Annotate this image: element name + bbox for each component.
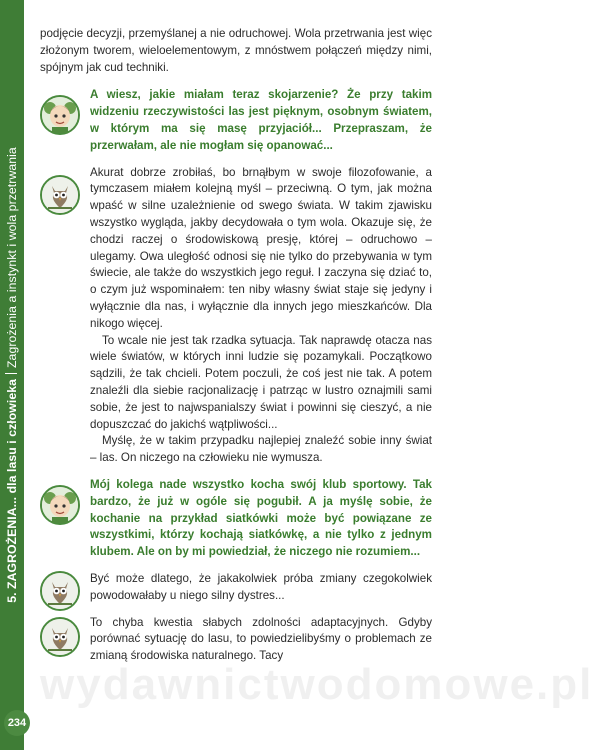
chapter-subtitle: Zagrożenia a instynkt i wola przetrwania	[5, 147, 19, 368]
page-number: 234	[4, 710, 30, 736]
dialogue-text: To wcale nie jest tak rzadka sytuacja. Tak naprawdę otacza nas wiele światów, w których inni ludzie się pozamykali. Początkowo sądzili, że tak chcieli. Potem poczuli, że coś jest nie tak. A potem znaleźli dla siebie racjonalizację i patrząc w lustro oznajmili sami sobie, że jest to najwspanialszy świat i powinni się cieszyć, a nie dopuszczać do jakichś wątpliwości...	[90, 333, 432, 431]
dialogue-girl-1	[40, 87, 432, 154]
dialogue-text: To chyba kwestia słabych zdolności adaptacyjnych. Gdyby porównać sytuację do lasu, to powiedzielibyśmy o problemach ze zmianą środowiska naturalnego. Tacy	[90, 615, 432, 663]
girl-face-icon	[40, 95, 80, 135]
page-content	[40, 26, 432, 665]
girl-face-icon	[40, 485, 80, 525]
dialogue-text: Akurat dobrze zrobiłaś, bo brnąłbym w swoje filozofowanie, a tymczasem miałem kolejną myśl – przeciwną. O tym, jak można wpaść w silne uzależnienie od swego świata. W takim zjawisku wszystko wygląda, jakby decydowała o tym wola. Okazuje się, że chodzi raczej o środowiskową presję, której – odruchowo – ulegamy. Owa uległość odnosi się nie tylko do przebywania w tym świecie, ale także do wszystkich jego reguł. I zaczyna się dziać to, o czym już wspominałem: ten niby własny świat staje się jedyny i wyłącznie dla nas, i wyłącznie dla innych jego mieszkańców. Dla nikogo więcej.	[90, 165, 432, 330]
dialogue-text: A wiesz, jakie miałam teraz skojarzenie? Że przy takim widzeniu rzeczywistości las jest pięknym, osobnym światem, w którym ma się masę przyjaciół... Przepraszam, że przerwałam, ale nie mogłam się opanować...	[90, 88, 432, 152]
dialogue-text: Mój kolega nade wszystko kocha swój klub sportowy. Tak bardzo, że już w ogóle się pogubił. A ja myślę sobie, że kochanie na przykład siatkówki może być powiązane ze wszystkimi, którzy kochają siatkówkę, a nie tylko z jednym klubem. Ale on by mi powiedział, że niczego nie rozumiem...	[90, 477, 432, 559]
dialogue-text: Myślę, że w takim przypadku najlepiej znaleźć sobie inny świat – las. On niczego na człowieku nie wymusza.	[90, 434, 432, 465]
watermark: wydawnictwodomowe.pl	[40, 660, 593, 709]
owl-icon	[40, 617, 80, 657]
dialogue-text: Być może dlatego, że jakakolwiek próba zmiany czegokolwiek powodowałaby u niego silny dystres...	[90, 571, 432, 602]
dialogue-owl-3	[40, 615, 432, 665]
paragraph-text: podjęcie decyzji, przemyślanej a nie odruchowej. Wola przetrwania jest więc złożonym tworem, wieloelementowym, z mnóstwem połączeń między nimi, spójnym jak cud techniki.	[40, 27, 432, 74]
dialogue-girl-2	[40, 477, 432, 561]
chapter-sidebar-text	[1, 30, 23, 720]
paragraph-intro	[40, 26, 432, 76]
owl-icon	[40, 175, 80, 215]
sidebar-separator	[5, 373, 17, 374]
dialogue-owl-2	[40, 571, 432, 605]
dialogue-owl-1	[40, 165, 432, 467]
owl-icon	[40, 571, 80, 611]
chapter-title: 5. ZAGROŻENIA... dla lasu i człowieka	[5, 378, 19, 603]
